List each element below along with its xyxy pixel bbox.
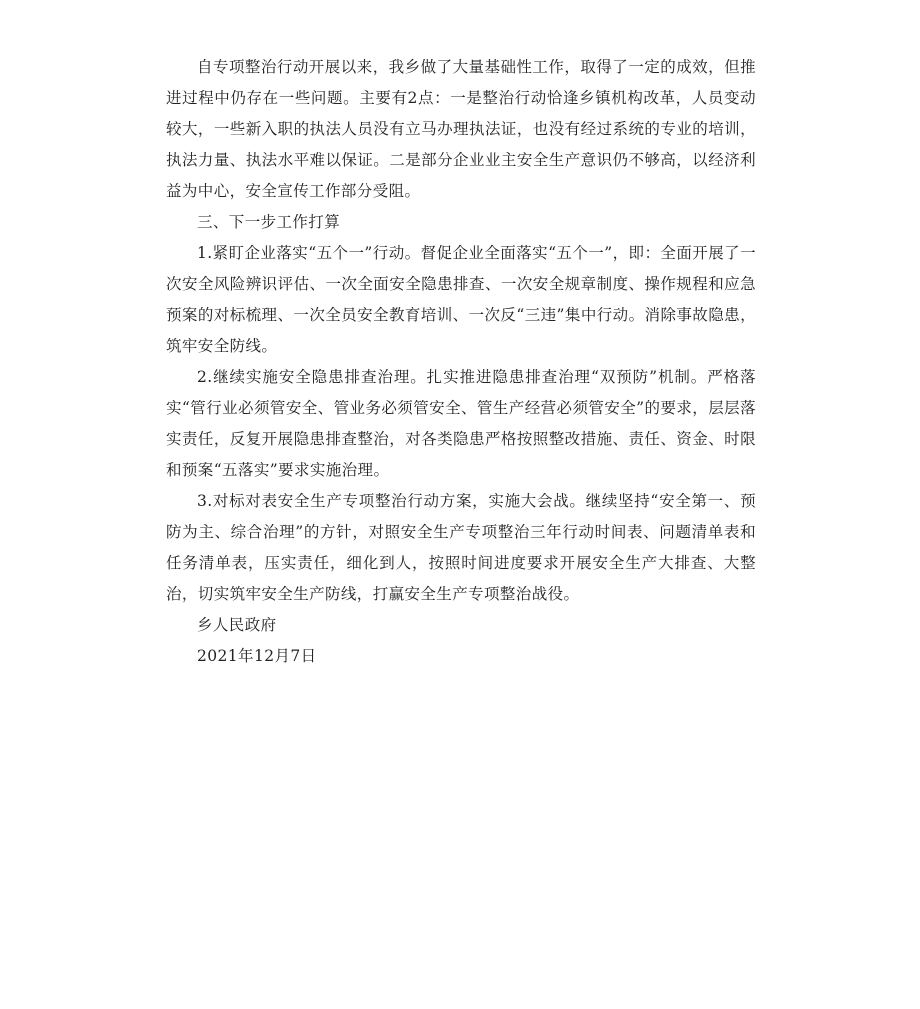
paragraph-item-3: 3.对标对表安全生产专项整治行动方案，实施大会战。继续坚持“安全第一、预防为主、综合治理”的方针，对照安全生产专项整治三年行动时间表、问题清单表和任务清单表，压实责任，细化到人，按照时间进度要求开展安全生产大排查、大整治，切实筑牢安全生产防线，打赢安全生产专项整治战役。	[166, 492, 756, 603]
paragraph-item-2: 2.继续实施安全隐患排查治理。扎实推进隐患排查治理“双预防”机制。严格落实“管行业必须管安全、管业务必须管安全、管生产经营必须管安全”的要求，层层落实责任，反复开展隐患排查整治，对各类隐患严格按照整改措施、责任、资金、时限和预案“五落实”要求实施治理。	[166, 368, 756, 479]
paragraph-problems: 自专项整治行动开展以来，我乡做了大量基础性工作，取得了一定的成效，但推进过程中仍存在一些问题。主要有2点：一是整治行动恰逢乡镇机构改革，人员变动较大，一些新入职的执法人员没有立马办理执法证，也没有经过系统的专业的培训，执法力量、执法水平难以保证。二是部分企业业主安全生产意识仍不够高，以经济利益为中心，安全宣传工作部分受阻。	[166, 58, 756, 200]
document-page	[166, 52, 756, 672]
signature-date: 2021年12月7日	[197, 647, 317, 665]
section-heading-next-steps: 三、下一步工作打算	[197, 213, 341, 231]
signature-org: 乡人民政府	[197, 616, 277, 634]
paragraph-item-1: 1.紧盯企业落实“五个一”行动。督促企业全面落实“五个一”，即：全面开展了一次安全风险辨识评估、一次全面安全隐患排查、一次安全规章制度、操作规程和应急预案的对标梳理、一次全员安全教育培训、一次反“三违”集中行动。消除事故隐患，筑牢安全防线。	[166, 244, 756, 355]
